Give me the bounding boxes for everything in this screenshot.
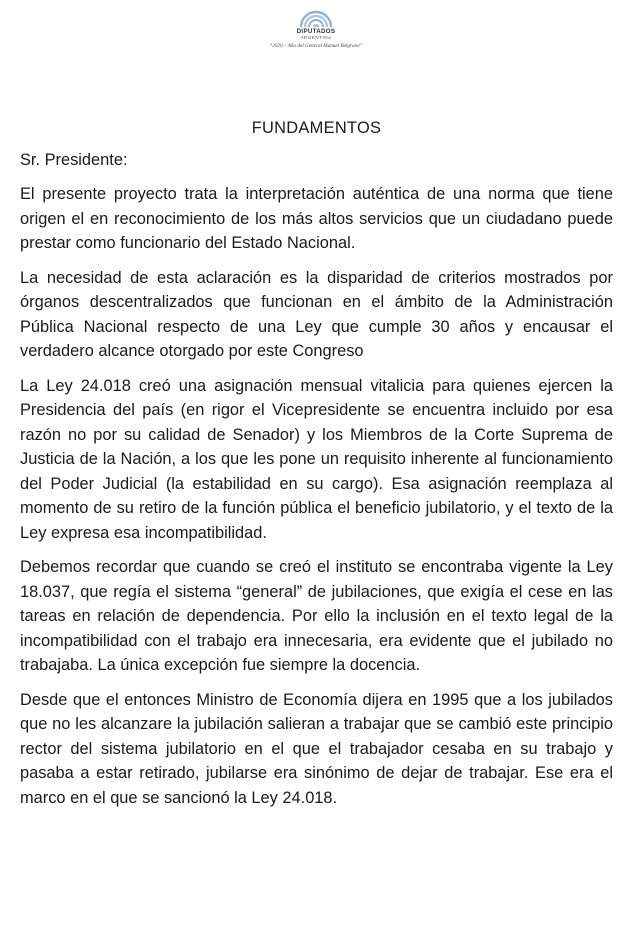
year-motto: “2020 – Año del General Manuel Belgrano” bbox=[269, 43, 363, 49]
paragraph-4: Debemos recordar que cuando se creó el instituto se encontraba vigente la Ley 18.037, que regía el sistema “general” de jubilaciones, que exigía el cese en las tareas en relación de dependencia. Por ello la inclusión en el texto legal de la incompatibilidad con el trabajo era innecesaria, era evidente que el jubilado no trabajaba. La única excepción fue siempre la docencia. bbox=[20, 558, 613, 674]
paragraph-1: El presente proyecto trata la interpretación auténtica de una norma que tiene origen el en reconocimiento de los más altos servicios que un ciudadano puede prestar como funcionario del Estado Nacional. bbox=[20, 185, 613, 252]
salutation: Sr. Presidente: bbox=[20, 151, 128, 169]
document-body bbox=[20, 118, 613, 820]
paragraph-2: La necesidad de esta aclaración es la disparidad de criterios mostrados por órganos descentralizados que funcionan en el ámbito de la Administración Pública Nacional respecto de una Ley que cumple 30 años y encausar el verdadero alcance otorgado por este Congreso bbox=[20, 268, 613, 360]
paragraph-3: La Ley 24.018 creó una asignación mensual vitalicia para quienes ejercen la Presidencia del país (en rigor el Vicepresidente se encuentra incluido por esa razón no por su calidad de Senador) y los Miembros de la Corte Suprema de Justicia de la Nación, a los que les pone un requisito inherente al funcionamiento del Poder Judicial (la estabilidad en su cargo). Esa asignación reemplaza al momento de su retiro de la función pública el beneficio jubilatorio, y el texto de la Ley expresa esa incompatibilidad. bbox=[20, 376, 613, 542]
institution-name: DIPUTADOS bbox=[296, 28, 336, 35]
document-title: FUNDAMENTOS bbox=[251, 119, 382, 137]
paragraph-5: Desde que el entonces Ministro de Economía dijera en 1995 que a los jubilados que no les alcanzare la jubilación salieran a trabajar que se cambió este principio rector del sistema jubilatorio en el que el trabajador cesaba en su trabajo y pasaba a estar retirado, jubilarse era sinónimo de dejar de trabajar. Ese era el marco en el que se sancionó la Ley 24.018. bbox=[20, 690, 613, 807]
institution-country: ARGENTINA bbox=[300, 35, 332, 40]
congress-dome-logo bbox=[296, 6, 336, 28]
letterhead bbox=[0, 6, 632, 49]
